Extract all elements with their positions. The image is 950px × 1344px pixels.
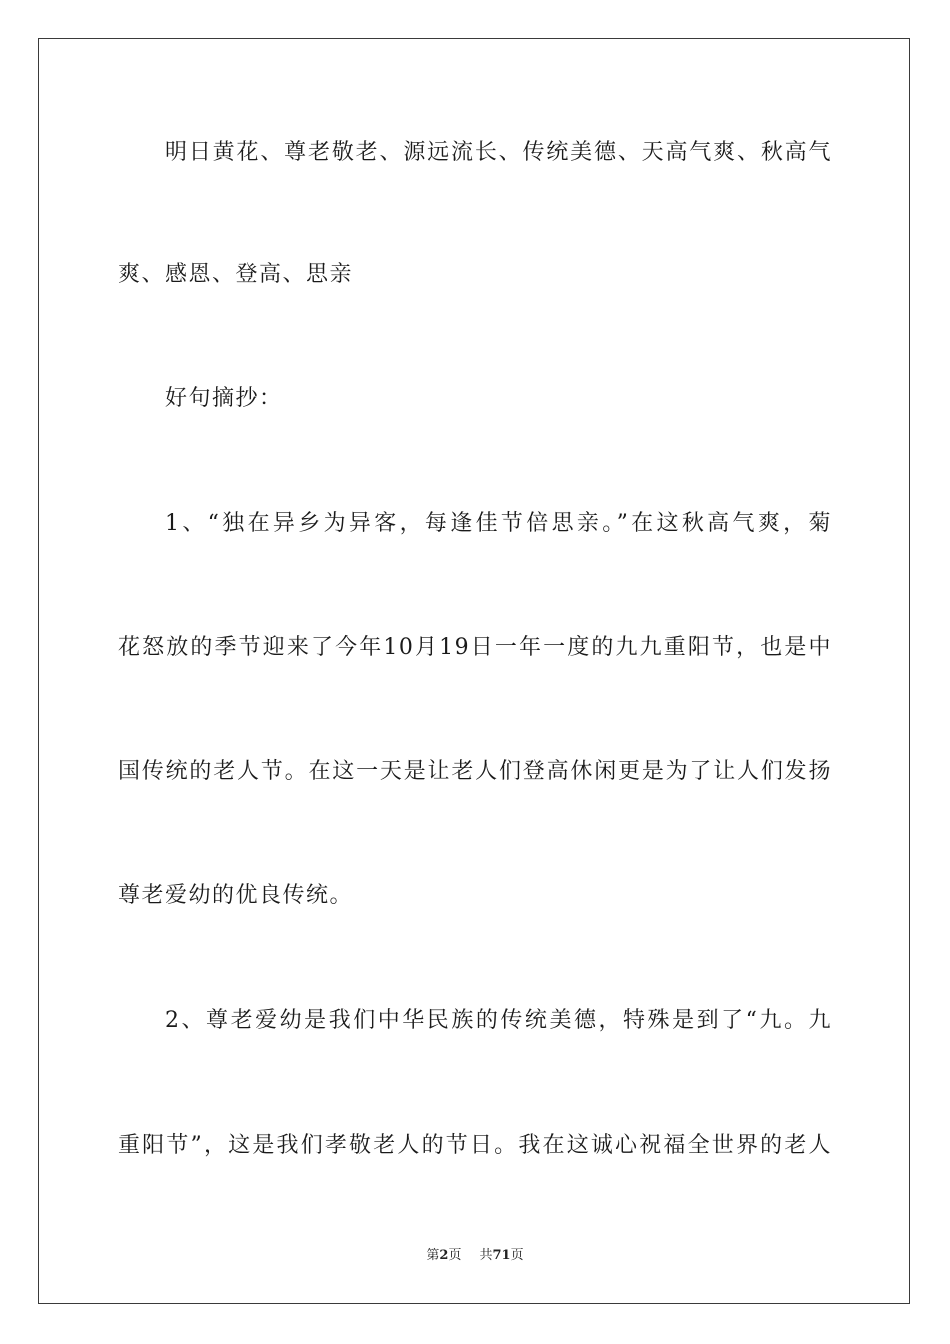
- paragraph-line: 国传统的老人节。在这一天是让老人们登高休闲更是为了让人们发扬: [118, 759, 832, 784]
- section-heading: 好句摘抄：: [165, 386, 283, 411]
- paragraph-line: 明日黄花、尊老敬老、源远流长、传统美德、天高气爽、秋高气: [165, 140, 832, 165]
- paragraph-line: 花怒放的季节迎来了今年10月19日一年一度的九九重阳节，也是中: [118, 635, 832, 660]
- paragraph-line: 重阳节”，这是我们孝敬老人的节日。我在这诚心祝福全世界的老人: [118, 1133, 832, 1158]
- page-border: [38, 38, 910, 1304]
- page-footer: [0, 1246, 950, 1266]
- total-prefix: 共: [479, 1248, 493, 1263]
- page-prefix: 第: [426, 1248, 440, 1263]
- total-pages: 71: [492, 1248, 511, 1263]
- paragraph-line: 1、“独在异乡为异客，每逢佳节倍思亲。”在这秋高气爽，菊: [165, 511, 832, 536]
- paragraph-line: 爽、感恩、登高、思亲: [118, 262, 354, 287]
- page-suffix: 页: [448, 1248, 462, 1263]
- total-suffix: 页: [510, 1248, 524, 1263]
- paragraph-line: 尊老爱幼的优良传统。: [118, 883, 354, 908]
- paragraph-line: 2、尊老爱幼是我们中华民族的传统美德，特殊是到了“九。九: [165, 1008, 832, 1033]
- page-number: 2: [439, 1248, 449, 1263]
